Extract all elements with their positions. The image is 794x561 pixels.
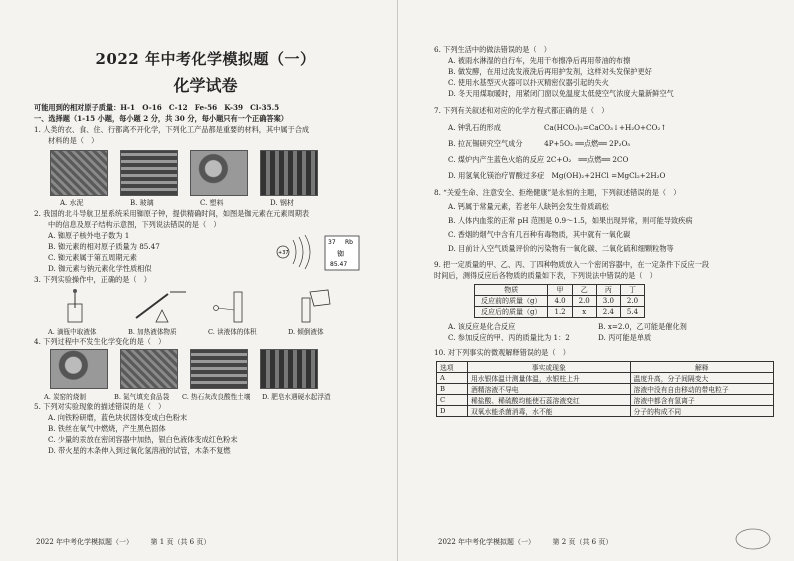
q1-images xyxy=(50,150,377,196)
page-1-footer: 2022 年中考化学模拟题（一） 第 1 页（共 6 页） xyxy=(36,538,211,546)
element-name: 铷 xyxy=(337,250,344,258)
section-1-heading: 一、选择题（1-15 小题，每小题 2 分，共 30 分，每小题只有一个正确答案） xyxy=(34,114,288,123)
q2-stem-line1: 2. 我国的北斗导航卫星系统采用铷原子钟，提供精确时间，如图是铷元素在元素周期表 xyxy=(34,209,310,218)
table-cell: 2.4 xyxy=(596,307,620,318)
table-cell: C xyxy=(437,395,468,406)
q4-option-c: C. 热石灰改良酸性土壤 xyxy=(182,393,251,401)
q2-stem-line2: 中的信息及原子结构示意图，下列说法错误的是（ ） xyxy=(48,220,221,229)
table-cell: 双氧水能杀菌消毒，水不能 xyxy=(468,406,631,417)
q7-option-d xyxy=(434,170,778,181)
q3-stem: 3. 下列实验操作中，正确的是（ ） xyxy=(34,275,151,284)
q4-option-b: B. 氮气填充食品袋 xyxy=(114,393,170,401)
q8-option-d: D. 目前计入空气质量评价的污染物有一氧化碳、二氧化硫和细颗粒物等 xyxy=(448,244,674,253)
q1-captions xyxy=(60,198,377,208)
q5-stem: 5. 下列对实验现象的描述错误的是（ ） xyxy=(34,402,166,411)
q10-stem: 10. 对下列事实的微观解释错误的是（ ） xyxy=(434,348,570,357)
q2-option-b: B. 铷元素的相对原子质量为 85.47 xyxy=(48,242,160,251)
steel-photo xyxy=(260,150,318,196)
food-bag-photo xyxy=(120,349,178,389)
table-header-cell: 物质 xyxy=(475,285,548,296)
q4-captions xyxy=(44,391,377,401)
table-cell: 2.0 xyxy=(620,296,644,307)
table-header-cell: 乙 xyxy=(572,285,596,296)
q7-option-b xyxy=(434,138,778,149)
q3-images xyxy=(48,288,377,324)
plastic-photo xyxy=(190,150,248,196)
atomic-mass: 85.47 xyxy=(330,261,348,268)
q8-option-b: B. 人体内血浆的正常 pH 范围是 0.9～1.5，如果出现异常，则可能导致疾病 xyxy=(448,216,693,225)
cylinder-reading-diagram xyxy=(208,288,270,324)
q8-stem: 8. “关爱生命、注意安全、拒绝健康”是永恒的主题，下列叙述错误的是（ ） xyxy=(434,188,681,197)
soil-photo xyxy=(190,349,248,389)
table-cell: 溶液中都含有氢离子 xyxy=(630,395,773,406)
q9-stem-line1: 9. 把一定质量的甲、乙、丙、丁四种物质放入一个密闭容器中，在一定条件下反应一段 xyxy=(434,260,710,269)
table-header-row xyxy=(437,362,774,373)
q1-option-c: C. 塑料 xyxy=(200,199,224,207)
table-cell: B xyxy=(437,384,468,395)
table-row xyxy=(475,296,645,307)
table-cell: 酒精溶液不导电 xyxy=(468,384,631,395)
q8-option-c: C. 香烟的烟气中含有几百种有毒物质，其中就有一氧化碳 xyxy=(448,230,631,239)
q4-images xyxy=(50,349,377,389)
q2-option-a: A. 铷原子核外电子数为 1 xyxy=(48,231,130,240)
table-cell: 4.0 xyxy=(548,296,572,307)
soap-water-photo xyxy=(260,349,318,389)
q7-option-c xyxy=(434,154,778,165)
q6-option-c: C. 使用水基型灭火器可以扑灭精密仪器引起的失火 xyxy=(448,78,609,87)
page-2 xyxy=(397,0,794,561)
exam-subtitle: 化学试卷 xyxy=(173,76,238,95)
q1-stem-line1: 1. 人类的衣、食、住、行都离不开化学，下列化工产品都是重要的材料，其中属于合成 xyxy=(34,125,310,134)
table-cell: 用水银体温计测量体温，水银柱上升 xyxy=(468,373,631,384)
stamp-mark xyxy=(734,527,772,551)
q9-option-b: B. x=2.0，乙可能是催化剂 xyxy=(598,322,687,331)
q7-a-text: A. 钟乳石的形成 xyxy=(448,123,501,132)
q4-option-a: A. 炭窑的烧制 xyxy=(44,393,86,401)
table-header-cell: 选项 xyxy=(437,362,468,373)
q3-option-b: B. 加热液体物质 xyxy=(128,328,177,336)
table-cell: x xyxy=(572,307,596,318)
table-cell: 反应前的质量（g） xyxy=(475,296,548,307)
rubidium-figure xyxy=(278,232,377,272)
q9-options-cd xyxy=(434,332,778,343)
q5-option-b: B. 铁丝在氧气中燃烧，产生黑色固体 xyxy=(48,424,166,433)
element-symbol: Rb xyxy=(345,239,353,246)
q9-option-a: A. 该反应是化合反应 xyxy=(448,322,516,331)
q5-option-a: A. 向铁粉研磨，蓝色块状固体变成白色粉末 xyxy=(48,413,188,422)
table-header-row xyxy=(475,285,645,296)
q2-option-d: D. 铷元素与钠元素化学性质相似 xyxy=(48,264,152,273)
q5-option-c: C. 少量的汞放在密闭容器中加热，银白色液体变成红色粉末 xyxy=(48,435,238,444)
q9-option-d: D. 丙可能是单质 xyxy=(598,333,652,342)
q8-option-a: A. 钙属于常量元素，若老年人缺钙会发生骨质疏松 xyxy=(448,202,609,211)
q6-option-a: A. 被雨水淋湿的自行车，先用干布擦净后再用带油的布擦 xyxy=(448,56,631,65)
table-cell: 反应后的质量（g） xyxy=(475,307,548,318)
table-cell: 稀盐酸、稀硫酸均能使石蕊溶液变红 xyxy=(468,395,631,406)
cement-photo xyxy=(50,150,108,196)
page-2-footer: 2022 年中考化学模拟题（一） 第 2 页（共 6 页） xyxy=(438,538,613,546)
table-cell: 温度升高，分子间隔变大 xyxy=(630,373,773,384)
table-row xyxy=(437,384,774,395)
nucleus-label: +37 xyxy=(278,250,289,256)
q7-c-text: C. 煤炉内产生蓝色火焰的反应 2C+O₂ xyxy=(448,155,572,164)
dropper-diagram xyxy=(48,288,110,324)
pouring-diagram xyxy=(288,288,350,324)
q3-option-c: C. 读液体的体积 xyxy=(208,328,257,336)
table-cell: D xyxy=(437,406,468,417)
q9-stem-line2: 时间后，测得反应后各物质的质量如下表，下列说法中错误的是（ ） xyxy=(434,271,657,280)
heating-diagram xyxy=(128,288,190,324)
table-cell: 2.0 xyxy=(572,296,596,307)
q6-stem: 6. 下列生活中的做法错误的是（ ） xyxy=(434,45,551,54)
q6-option-d: D. 冬天用煤取暖时，用紧闭门窗以免温度太低使空气浓度大量新鲜空气 xyxy=(448,89,674,98)
table-row xyxy=(437,395,774,406)
q7-d-text: D. 用氢氧化镁治疗胃酸过多症 xyxy=(448,171,545,180)
q4-option-d: D. 肥皂水遇硬水起浮渣 xyxy=(262,393,331,401)
table-cell: 3.0 xyxy=(596,296,620,307)
q3-option-a: A. 滴瓶中取液体 xyxy=(48,328,97,336)
table-cell: A xyxy=(437,373,468,384)
kiln-photo xyxy=(50,349,108,389)
q1-stem-line2: 材料的是（ ） xyxy=(48,136,99,145)
table-header-cell: 丙 xyxy=(596,285,620,296)
q2-body xyxy=(34,230,377,274)
glass-photo xyxy=(120,150,178,196)
table-cell: 1.2 xyxy=(548,307,572,318)
exam-title: 2022 年中考化学模拟题（一） xyxy=(95,50,316,68)
q9-options-ab xyxy=(434,321,778,332)
q2-option-c: C. 铷元素属于第五周期元素 xyxy=(48,253,137,262)
q7-b-text: B. 拉瓦锡研究空气成分 xyxy=(448,139,523,148)
table-cell: 5.4 xyxy=(620,307,644,318)
table-header-cell: 甲 xyxy=(548,285,572,296)
q7-d-equation: Mg(OH)₂+2HCl =MgCl₂+2H₂O xyxy=(551,171,666,180)
q9-table xyxy=(474,284,645,318)
q3-captions xyxy=(48,326,377,336)
q3-option-d: D. 倾倒液体 xyxy=(288,328,324,336)
q6-option-b: B. 做发酵，在用过洗发液洗后再用护发剂，这样对头发保护更好 xyxy=(448,67,652,76)
q7-a-equation: Ca(HCO₃)₂=CaCO₃↓+H₂O+CO₂↑ xyxy=(544,123,667,132)
q7-b-equation: 4P+5O₂ ══点燃══ 2P₂O₅ xyxy=(544,139,631,148)
table-header-cell: 丁 xyxy=(620,285,644,296)
q10-table xyxy=(436,361,774,417)
q4-stem: 4. 下列过程中不发生化学变化的是（ ） xyxy=(34,337,166,346)
table-cell: 分子的构成不同 xyxy=(630,406,773,417)
table-header-cell: 事实或现象 xyxy=(468,362,631,373)
q1-option-b: B. 玻璃 xyxy=(130,199,154,207)
q7-stem: 7. 下列有关叙述和对应的化学方程式都正确的是（ ） xyxy=(434,106,609,115)
q7-option-a xyxy=(434,122,778,133)
table-row xyxy=(437,406,774,417)
q5-option-d: D. 带火星的木条伸入到过氧化氢溶液的试管，木条不复燃 xyxy=(48,446,231,455)
q1-option-a: A. 水泥 xyxy=(60,199,84,207)
q7-c-equation: ══点燃══ 2CO xyxy=(578,155,629,164)
table-row xyxy=(475,307,645,318)
atomic-masses: 可能用到的相对原子质量：H-1 O-16 C-12 Fe-56 K-39 Cl-35.5 xyxy=(34,103,280,112)
table-row xyxy=(437,373,774,384)
q1-option-d: D. 钢材 xyxy=(270,199,294,207)
table-header-cell: 解释 xyxy=(630,362,773,373)
atomic-number: 37 xyxy=(328,239,336,246)
q9-option-c: C. 参加反应的甲、丙的质量比为 1：2 xyxy=(448,333,570,342)
table-cell: 溶液中没有自由移动的带电粒子 xyxy=(630,384,773,395)
